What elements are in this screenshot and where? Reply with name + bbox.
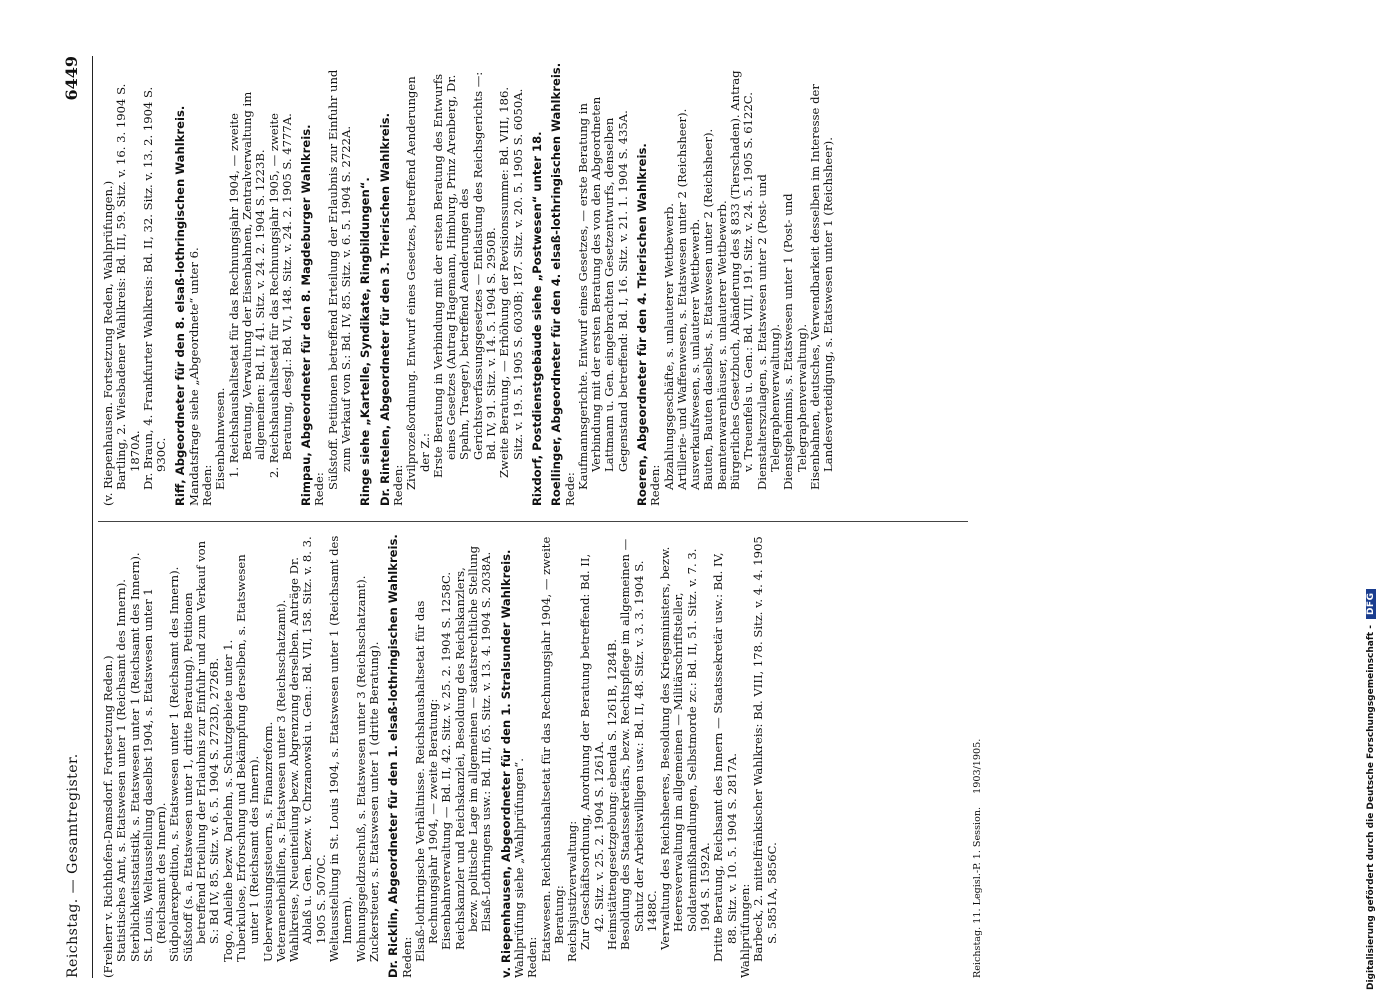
entry: Bauten, Bauten daselbst, s. Etatswesen unter 2 (Reichsheer). (701, 128, 716, 490)
entry: 2. Reichshaushaltsetat für das Rechnungsjahr 1905, — zweite Beratung, desgl.: Bd. VI, 148. Sitz. v. 24. 2. 1905 S. 4777A. (266, 113, 294, 478)
section-label: Reden: (399, 936, 414, 978)
dfg-logo: DFG (1366, 589, 1376, 620)
right-column (102, 60, 835, 506)
footnote-text: Reichstag. 11. Legisl.-P. 1. Session. (972, 806, 983, 978)
section-label: Reden: (648, 464, 663, 506)
entry: Besoldung des Staatssekretärs, bezw. Rechtspflege im allgemeinen — Schutz der Arbeitswilligen usw.: Bd. II, 48. Sitz. v. 3. 3. 1904 S. 1488C. (618, 538, 659, 950)
entry: Südpolarexpedition, s. Etatswesen unter 1 (Reichsamt des Innern). (167, 566, 182, 962)
entry: Wohnungsgeldzuschuß, s. Etatswesen unter 3 (Reichsschatzamt). (353, 575, 368, 962)
entry: Barbeck, 2. mittelfränkischer Wahlkreis: Bd. VIII, 178. Sitz. v. 4. 4. 1905 S. 5851A, 5856C. (751, 536, 779, 962)
entry: Veteranenbeihilfen, s. Etatswesen unter 3 (Reichsschatzamt). (273, 599, 288, 962)
left-column (102, 532, 779, 978)
member-heading: Riff, Abgeordneter für den 8. elsaß-lothringischen Wahlkreis. (173, 105, 188, 506)
entry: Süßstoff. Petitionen betreffend Erteilung der Erlaubnis zur Einfuhr und zum Verkauf von S.: Bd. IV, 85. Sitz. v. 6. 5. 1904 S. 2722A. (325, 69, 354, 490)
header-rule (92, 56, 93, 978)
section-label: Wahlprüfungen: (737, 883, 752, 978)
section-label: Reden: (200, 464, 215, 506)
page-title: Reichstag. — Gesamtregister. (65, 753, 81, 978)
section-label: Reden: (390, 464, 405, 506)
column-divider (98, 521, 968, 522)
member-heading: Roellinger, Abgeordneter für den 4. elsaß-lothringischen Wahlkreis. (549, 62, 564, 506)
entry: Erste Beratung in Verbindung mit der ersten Beratung des Entwurfs eines Gesetzes (Antrag Hagemann, Himburg, Prinz Arenberg, Dr. Spahn, Traeger), betreffend Aenderungen des Gerichtsverfassungsgesetzes — Entlastung des Reichsgerichts —: Bd. IV, 91. Sitz. v. 14. 5. 1904 S. 2950B. (430, 71, 499, 478)
entry: Etatswesen. Reichshaushaltsetat für das Rechnungsjahr 1904, — zweite Beratung: (538, 536, 566, 962)
entry: Süßstoff (s. a. Etatswesen unter 1, dritte Beratung). Petitionen betreffend Erteilung der Erlaubnis zur Einfuhr und zum Verkauf von S.: Bd IV, 85. Sitz. v. 6. 5. 1904 S. 2723D, 2726B. (180, 540, 222, 962)
entry: Dienstgeheimnis, s. Etatswesen unter 1 (Post- und Telegraphenverwaltung). (781, 193, 809, 490)
entry: Heimstättengesetzgebung: ebenda S. 1261B, 1284B. (604, 639, 619, 950)
member-heading: Dr. Rintelen, Abgeordneter für den 3. Trierischen Wahlkreis. (377, 113, 392, 506)
page-header (62, 56, 88, 978)
entry: (v. Riepenhausen. Fortsetzung Reden, Wahlprüfungen.) (101, 180, 115, 506)
entry: Mandatsfrage siehe „Abgeordnete“ unter 6. (186, 247, 201, 506)
footnote (972, 739, 983, 978)
entry: Verwaltung des Reichsheeres, Besoldung des Kriegsministers, bezw. Heeresverwaltung im allgemeinen — Militärschriftsteller, Soldatenmißhandlungen, Selbstmorde zc.: Bd. II, 51. Sitz. v. 7. 3. 1904 S. 1592A. (658, 546, 713, 950)
digitization-credit (1362, 10, 1380, 990)
entry: Elsaß-lothringische Verhältnisse. Reichshaushaltsetat für das Rechnungsjahr 1904, — zweite Beratung: (412, 600, 441, 962)
entry: Dritte Beratung, Reichsamt des Innern — Staatssekretär usw.: Bd. IV, 88. Sitz. v. 10. 5. 1904 S. 2817A. (711, 552, 739, 962)
entry: Reichskanzler und Reichskanzlei, Besoldung des Reichskanzlers, bezw. politische Lage im allgemeinen — staatsrechtliche Stellung Elsaß-Lothringens usw.: Bd. III, 65. Sitz. v. 13. 4. 1904 S. 2038A. (452, 545, 494, 950)
entry: Dienstalterszulagen, s. Etatswesen unter 2 (Post- und Telegraphenverwaltung). (754, 174, 782, 490)
entry: (Freiherr v. Richthofen-Damsdorf. Fortsetzung Reden.) (101, 655, 115, 978)
entry: Wahlkreise, Neueinteilung bezw. Abgrenzung derselben. Anträge Dr. Ablaß u. Gen. bezw. v. Chrzanowski u. Gen.: Bd. VII, 158. Sitz. v. 8. 3. 1905 S. 5070C. (287, 536, 328, 962)
entry: Eisenbahnwesen. (213, 387, 228, 490)
section-label: Rede: (312, 472, 327, 506)
entry: 1. Reichshaushaltsetat für das Rechnungsjahr 1904, — zweite Beratung, Verwaltung der Eisenbahnen, Zentralverwaltung im allgemeinen: Bd. II, 41. Sitz. v. 24. 2. 1904 S. 1223B. (226, 91, 268, 478)
entry: Weltausstellung in St. Louis 1904, s. Etatswesen unter 1 (Reichsamt des Innern). (327, 535, 355, 962)
entry: Bürgerliches Gesetzbuch, Abänderung des § 833 (Tierschaden). Antrag v. Treuenfels u. Gen.: Bd. VIII, 191. Sitz. v. 24. 5. 1905 S. 6122C. (728, 70, 756, 490)
entry: Zivilprozeßordnung. Entwurf eines Gesetzes, betreffend Aenderungen der Z.: (404, 76, 432, 490)
entry: Eisenbahnverwaltung — Bd. II, 42. Sitz. v. 25. 2. 1904 S. 1258C. (439, 571, 454, 950)
entry: Eisenbahnen, deutsches, Verwendbarkeit desselben im Interesse der Landesverteidigung, s. Etatswesen unter 1 (Reichsheer). (807, 84, 836, 490)
page-number: 6449 (62, 56, 81, 101)
entry: Ueberweisungssteuern, s. Finanzreform. (260, 721, 275, 962)
entry: Sterblichkeitsstatistik, s. Etatswesen unter 1 (Reichsamt des Innern). (127, 552, 142, 962)
entry: Tuberkulose, Erforschung und Bekämpfung derselben, s. Etatswesen unter 1 (Reichsamt des Innern). (233, 554, 262, 962)
entry: Ausverkaufswesen, s. unlauterer Wettbewerb. (688, 218, 703, 490)
section-label: Reden: (525, 936, 540, 978)
member-heading: Roeren, Abgeordneter für den 4. Trierischen Wahlkreis. (634, 143, 649, 506)
member-heading: v. Riepenhausen, Abgeordneter für den 1. Stralsunder Wahlkreis. (498, 549, 513, 978)
entry: Kaufmannsgerichte. Entwurf eines Gesetzes, — erste Beratung in Verbindung mit der ersten Beratung des von den Abgeordneten Lattmann u. Gen. eingebrachten Gesetzentwurfs, denselben Gegenstand betreffend: Bd. I, 16. Sitz. v. 21. 1. 1904 S. 435A. (575, 96, 630, 490)
entry: Statistisches Amt, s. Etatswesen unter 1 (Reichsamt des Innern). (114, 579, 129, 962)
entry: Bartling, 2. Wiesbadener Wahlkreis: Bd. III, 59. Sitz. v. 16. 3. 1904 S. 1870A. (114, 83, 142, 490)
entry: Togo, Anleihe bezw. Darlehn, s. Schutzgebiete unter 1. (220, 639, 235, 962)
entry: St. Louis, Weltausstellung daselbst 1904, s. Etatswesen unter 1 (Reichsamt des Innern). (140, 588, 169, 962)
entry: Abzahlungsgeschäfte, s. unlauterer Wettbewerb. (661, 203, 676, 490)
entry: Reichsjustizverwaltung: (565, 820, 580, 962)
entry: Zweite Beratung, — Erhöhung der Revisionssumme: Bd. VIII, 186. Sitz. v. 19. 5. 1905 S. 6030B; 187. Sitz. v. 20. 5. 1905 S. 6050A. (497, 86, 525, 478)
section-label: Rede: (562, 472, 577, 506)
scanned-page (26, 42, 1346, 996)
footnote-year: 1903/1905. (972, 738, 983, 794)
entry: Wahlprüfung siehe „Wahlprüfungen“. (511, 758, 526, 978)
credit-text: Digitalisierung gefördert durch die Deutsche Forschungsgemeinschaft - (1366, 625, 1376, 990)
entry: Zuckersteuer, s. Etatswesen unter 1 (dritte Beratung). (366, 641, 381, 962)
entry: Artillerie- und Waffenwesen, s. Etatswesen unter 2 (Reichsheer). (674, 108, 689, 490)
member-heading: Rimpau, Abgeordneter für den 8. Magdeburger Wahlkreis. (299, 124, 314, 506)
entry: Zur Geschäftsordnung, Anordnung der Beratung betreffend: Bd. II, 42. Sitz. v. 25. 2. 1904 S. 1261A. (578, 553, 606, 950)
entry: Beamtenwarenhäuser, s. unlauterer Wettbewerb. (714, 200, 729, 490)
member-heading: Dr. Ricklin, Abgeordneter für den 1. elsaß-lothringischen Wahlkreis. (386, 534, 401, 978)
entry: Dr. Braun, 4. Frankfurter Wahlkreis: Bd. II, 32. Sitz. v. 13. 2. 1904 S. 930C. (140, 86, 169, 490)
member-heading: Rixdorf, Postdienstgebäude siehe „Postwesen“ unter 18. (529, 131, 544, 506)
member-heading: Ringe siehe „Kartelle, Syndikate, Ringbildungen“. (358, 177, 373, 506)
